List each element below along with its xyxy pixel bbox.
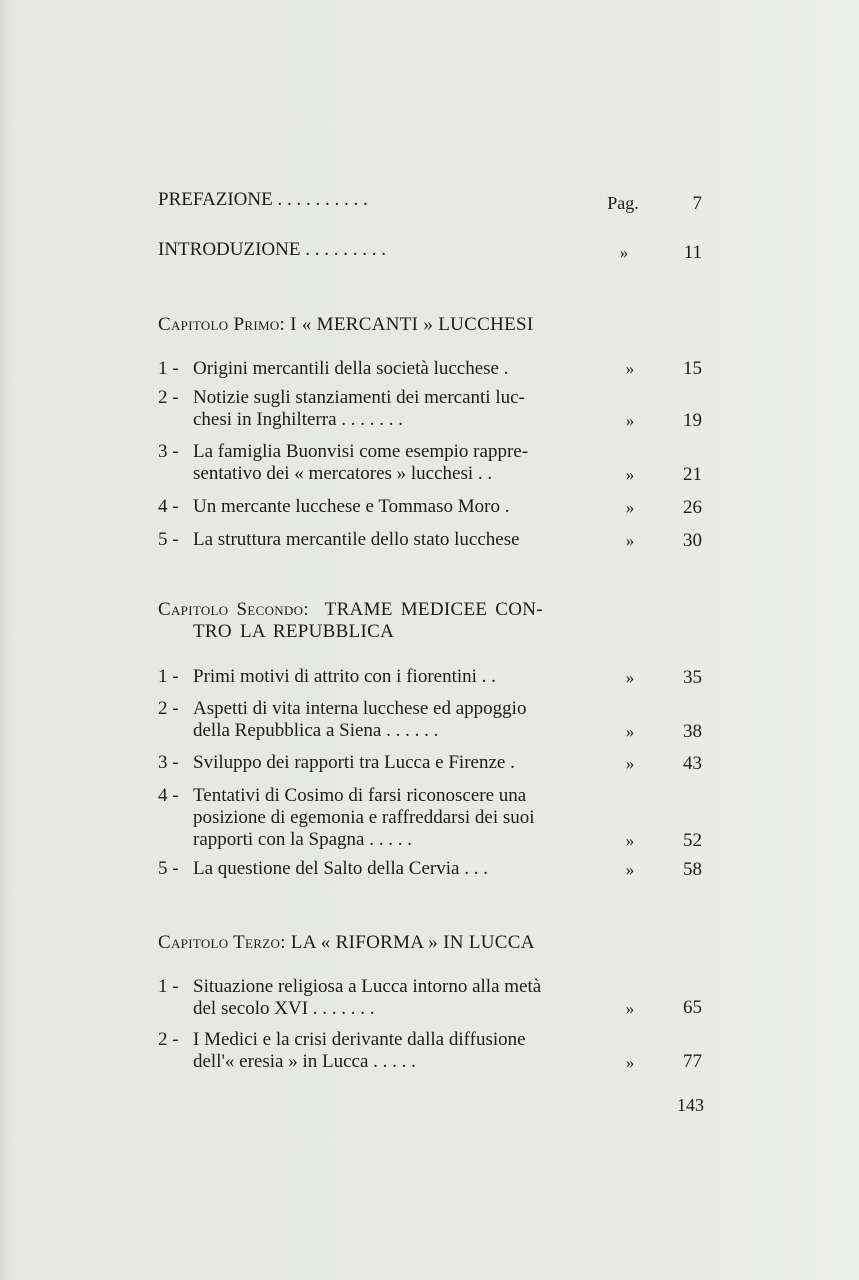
page-folio-number: 143 (677, 1095, 704, 1115)
item-number: 2 - (158, 387, 179, 408)
item-number: 4 - (158, 785, 179, 806)
item-text: La famiglia Buonvisi come esempio rappre- (193, 441, 529, 462)
chapter-title: TRO LA REPUBBLICA (193, 621, 395, 642)
page-marker: » (625, 411, 635, 430)
page-number: 38 (683, 721, 702, 742)
item-text: Tentativi di Cosimo di farsi riconoscere una (193, 785, 527, 806)
item-number: 3 - (158, 441, 179, 462)
item-number: 1 - (158, 358, 179, 379)
item-text: Notizie sugli stanziamenti dei mercanti luc- (193, 387, 525, 408)
entry-title: INTRODUZIONE . . . . . . . . . (158, 239, 386, 260)
chapter-title: I « MERCANTI » LUCCHESI (290, 314, 534, 335)
item-text: dell'« eresia » in Lucca . . . . . (193, 1051, 416, 1072)
page-number: 43 (683, 753, 702, 774)
page-marker: » (625, 831, 635, 850)
page-number: 19 (683, 410, 702, 431)
item-text: Primi motivi di attrito con i fiorentini . . (193, 666, 496, 687)
page-marker: » (625, 531, 635, 550)
item-text: rapporti con la Spagna . . . . . (193, 829, 412, 850)
chapter-label: Capitolo Secondo: (158, 599, 309, 620)
item-number: 5 - (158, 529, 179, 550)
page-marker: Pag. (607, 193, 639, 213)
item-text: Origini mercantili della società lucchese . (193, 358, 509, 379)
item-number: 1 - (158, 976, 179, 997)
item-text: Aspetti di vita interna lucchese ed appoggio (193, 698, 527, 719)
item-number: 3 - (158, 752, 179, 773)
page-marker: » (625, 668, 635, 687)
item-number: 5 - (158, 858, 179, 879)
page-number: 65 (683, 997, 702, 1018)
page-number: 35 (683, 667, 702, 688)
page-number: 26 (683, 497, 702, 518)
chapter-title: TRAME MEDICEE CON- (324, 599, 543, 620)
page-number: 11 (683, 242, 702, 263)
item-text: chesi in Inghilterra . . . . . . . (193, 409, 404, 430)
item-text: Sviluppo dei rapporti tra Lucca e Firenze . (193, 752, 515, 773)
page-marker: » (625, 722, 635, 741)
item-number: 4 - (158, 496, 179, 517)
page-number: 30 (683, 530, 702, 551)
item-text: La struttura mercantile dello stato lucchese (193, 529, 520, 550)
item-text: posizione di egemonia e raffreddarsi dei suoi (193, 807, 535, 828)
chapter-label: Capitolo Primo: (158, 314, 286, 335)
item-text: Situazione religiosa a Lucca intorno alla metà (193, 976, 542, 997)
page-marker: » (625, 754, 635, 773)
item-text: sentativo dei « mercatores » lucchesi . . (193, 463, 493, 484)
item-text: I Medici e la crisi derivante dalla diffusione (193, 1029, 526, 1050)
entry-title: PREFAZIONE . . . . . . . . . . (158, 189, 368, 210)
page-marker: » (625, 1053, 635, 1072)
page-number: 21 (683, 464, 702, 485)
page-marker: » (625, 860, 635, 879)
page-number: 7 (692, 193, 702, 214)
page-marker: » (625, 498, 635, 517)
page-number: 15 (683, 358, 702, 379)
chapter-label: Capitolo Terzo: (158, 932, 286, 953)
item-text: della Repubblica a Siena . . . . . . (193, 720, 439, 741)
page-number: 77 (683, 1051, 702, 1072)
item-text: La questione del Salto della Cervia . . . (193, 858, 488, 879)
page-marker: » (625, 999, 635, 1018)
page-number: 58 (683, 859, 702, 880)
chapter-title: LA « RIFORMA » IN LUCCA (290, 932, 535, 953)
page-marker: » (625, 359, 635, 378)
item-number: 2 - (158, 1029, 179, 1050)
item-text: del secolo XVI . . . . . . . (193, 998, 375, 1019)
page-marker: » (625, 465, 635, 484)
page-marker: » (619, 243, 629, 262)
page-number: 52 (683, 830, 702, 851)
item-number: 2 - (158, 698, 179, 719)
item-text: Un mercante lucchese e Tommaso Moro . (193, 496, 510, 517)
item-number: 1 - (158, 666, 179, 687)
